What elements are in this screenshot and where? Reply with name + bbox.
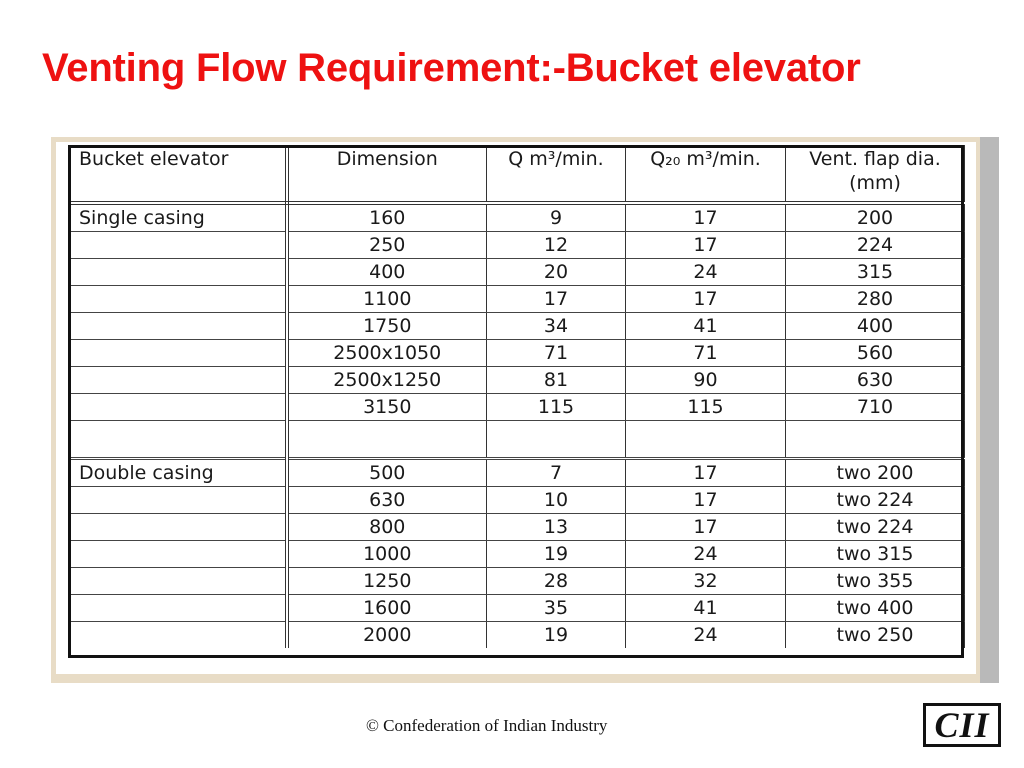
q20-cell: 90 [626,367,786,394]
dimension-cell: 3150 [287,394,487,421]
q20-cell: 17 [626,286,786,313]
q-cell: 81 [487,367,626,394]
dimension-cell: 630 [287,487,487,514]
dimension-cell: 400 [287,259,487,286]
q-cell: 34 [487,313,626,340]
q-cell: 28 [487,568,626,595]
cii-logo-text: CII [934,705,990,745]
dimension-cell: 1100 [287,286,487,313]
header-vent-flap-dia: Vent. flap dia. (mm) [786,145,965,203]
vent-flap-cell: 400 [786,313,965,340]
dimension-cell: 2500x1050 [287,340,487,367]
header-q: Q m³/min. [487,145,626,203]
q20-cell: 41 [626,595,786,622]
q20-cell: 17 [626,487,786,514]
group-label: Single casing [69,203,287,232]
header-bucket-elevator: Bucket elevator [69,145,287,203]
vent-flap-cell: two 224 [786,514,965,541]
scanned-image-shadow [980,137,999,683]
q20-cell: 24 [626,259,786,286]
header-q20: Q₂₀ m³/min. [626,145,786,203]
header-dimension: Dimension [287,145,487,203]
q20-cell: 17 [626,459,786,487]
q-cell: 12 [487,232,626,259]
dimension-cell: 1250 [287,568,487,595]
vent-flap-cell: 224 [786,232,965,259]
vent-flap-cell: 315 [786,259,965,286]
q-cell: 17 [487,286,626,313]
dimension-cell: 250 [287,232,487,259]
dimension-cell: 2000 [287,622,487,649]
q20-cell: 41 [626,313,786,340]
q-cell: 13 [487,514,626,541]
q20-cell: 17 [626,232,786,259]
dimension-cell: 1000 [287,541,487,568]
group-label: Double casing [69,459,287,487]
q-cell: 19 [487,622,626,649]
q20-cell: 115 [626,394,786,421]
vent-flap-cell: 200 [786,203,965,232]
dimension-cell: 1600 [287,595,487,622]
vent-flap-cell: 710 [786,394,965,421]
q-cell: 71 [487,340,626,367]
dimension-cell: 500 [287,459,487,487]
q20-cell: 71 [626,340,786,367]
table-border [68,145,964,658]
vent-flap-cell: 560 [786,340,965,367]
footer-copyright: © Confederation of Indian Industry [366,716,608,735]
slide-title: Venting Flow Requirement:-Bucket elevator [42,46,861,90]
dimension-cell: 800 [287,514,487,541]
q-cell: 20 [487,259,626,286]
vent-flap-cell: two 355 [786,568,965,595]
q20-cell: 17 [626,514,786,541]
q20-cell: 32 [626,568,786,595]
vent-flap-cell: two 200 [786,459,965,487]
dimension-cell: 2500x1250 [287,367,487,394]
q-cell: 9 [487,203,626,232]
q-cell: 10 [487,487,626,514]
q-cell: 7 [487,459,626,487]
vent-flap-cell: 630 [786,367,965,394]
q-cell: 35 [487,595,626,622]
dimension-cell: 160 [287,203,487,232]
vent-flap-cell: two 315 [786,541,965,568]
q-cell: 115 [487,394,626,421]
q-cell: 19 [487,541,626,568]
vent-flap-cell: two 400 [786,595,965,622]
cii-logo [923,703,1001,747]
vent-flap-cell: two 250 [786,622,965,649]
vent-flap-cell: two 224 [786,487,965,514]
q20-cell: 24 [626,541,786,568]
vent-flap-cell: 280 [786,286,965,313]
q20-cell: 17 [626,203,786,232]
q20-cell: 24 [626,622,786,649]
dimension-cell: 1750 [287,313,487,340]
